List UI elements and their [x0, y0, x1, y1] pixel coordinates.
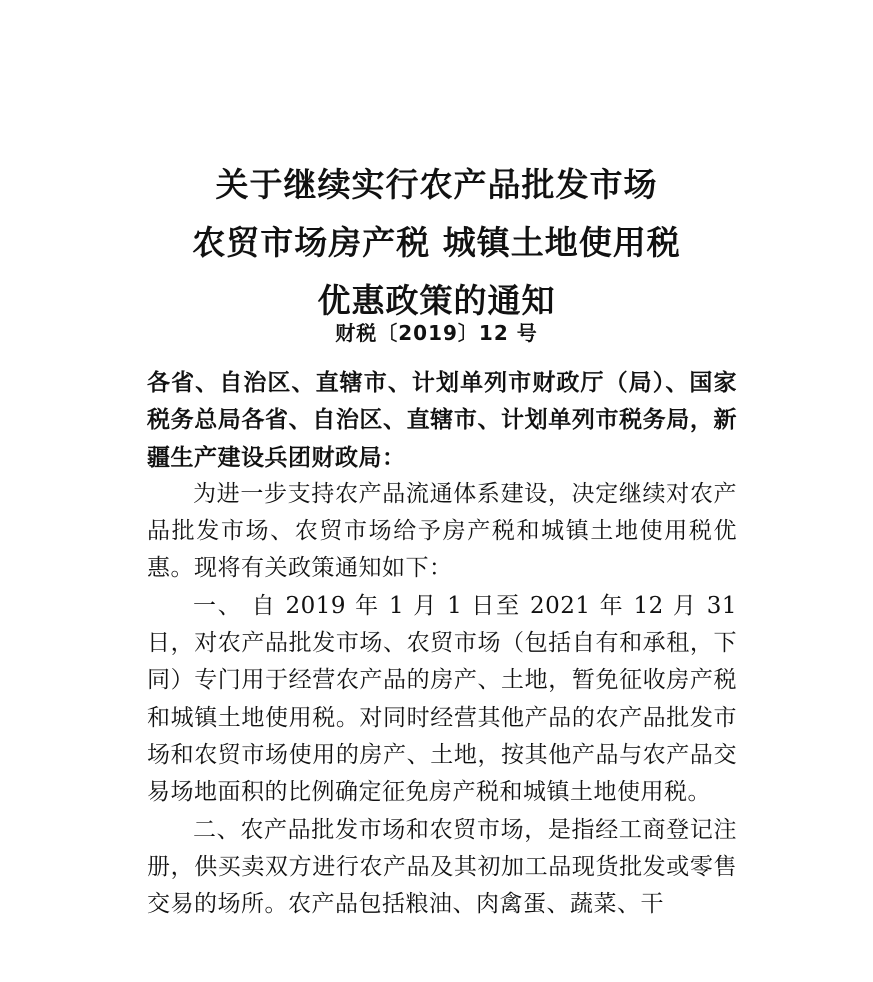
document-number: 财税〔2019〕12 号: [335, 321, 538, 345]
intro-paragraph: 为进一步支持农产品流通体系建设，决定继续对农产品批发市场、农贸市场给予房产税和城镇土地使用税优惠。现将有关政策通知如下：: [147, 480, 737, 582]
title-line-2: 农贸市场房产税 城镇土地使用税: [192, 223, 681, 262]
addressee-paragraph: 各省、自治区、直辖市、计划单列市财政厅（局）、国家税务总局各省、自治区、直辖市、计划单列市税务局，新疆生产建设兵团财政局：: [147, 369, 737, 471]
clause-one-paragraph: 一、 自 2019 年 1 月 1 日至 2021 年 12 月 31 日，对农产品批发市场、农贸市场（包括自有和承租，下同）专门用于经营农产品的房产、土地，暂免征收房产税和城镇土地使用税。对同时经营其他产品的农产品批发市场和农贸市场使用的房产、土地，按其他产品与农产品交易场地面积的比例确定征免房产税和城镇土地使用税。: [147, 592, 737, 806]
title-line-1: 关于继续实行农产品批发市场: [215, 165, 658, 204]
document-body: [147, 364, 737, 923]
clause-two-paragraph: 二、农产品批发市场和农贸市场，是指经工商登记注册，供买卖双方进行农产品及其初加工品现货批发或零售交易的场所。农产品包括粮油、肉禽蛋、蔬菜、干: [147, 816, 737, 918]
title-line-3: 优惠政策的通知: [317, 281, 556, 320]
document-title: [0, 156, 873, 330]
